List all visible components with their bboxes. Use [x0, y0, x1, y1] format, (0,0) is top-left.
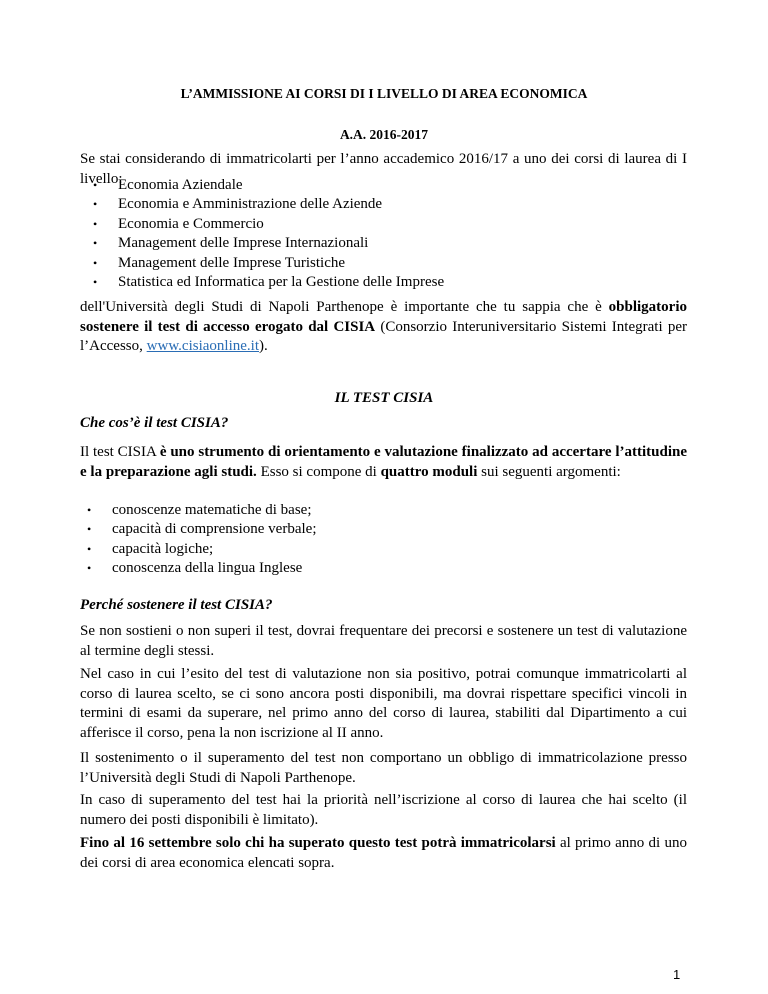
paragraph-5: Fino al 16 settembre solo chi ha superato questo test potrà immatricolarsi al primo anno di uno dei corsi di area economica elencati sopra. [80, 835, 687, 871]
paragraph-1: Se non sostieni o non superi il test, dovrai frequentare dei precorsi e sostenere un test di valutazione al termine degli stessi. [80, 623, 687, 659]
courses-list [118, 176, 444, 292]
list-item: • Management delle Imprese Turistiche [118, 254, 444, 273]
list-item: • capacità di comprensione verbale; [112, 520, 317, 539]
list-item: • Economia e Amministrazione delle Aziende [118, 195, 444, 214]
list-item: • Economia Aziendale [118, 176, 444, 195]
paragraph-2: Nel caso in cui l’esito del test di valutazione non sia positivo, potrai comunque immatricolarti al corso di laurea scelto, se ci sono ancora posti disponibili, ma dovrai rispettare specifici vincoli in termini di esami da superare, nel primo anno del corso di laurea, stabiliti dal Dipartimento a cui afferisce il corso, pena la non iscrizione al II anno. [80, 666, 687, 741]
intro-paragraph: Se stai considerando di immatricolarti per l’anno accademico 2016/17 a uno dei corsi di laurea di I livello: [80, 151, 687, 187]
list-item: • Statistica ed Informatica per la Gestione delle Imprese [118, 273, 444, 292]
academic-year: A.A. 2016-2017 [339, 127, 429, 142]
list-item: • Economia e Commercio [118, 215, 444, 234]
obligation-paragraph: dell'Università degli Studi di Napoli Parthenope è importante che tu sappia che è obbligatorio sostenere il test di accesso erogato dal CISIA (Consorzio Interuniversitario Sistemi Integrati per l’Accesso, www.cisiaonline.it). [80, 299, 687, 354]
question-why: Perché sostenere il test CISIA? [80, 597, 273, 613]
paragraph-3: Il sostenimento o il superamento del test non comportano un obbligo di immatricolazione presso l’Università degli Studi di Napoli Parthenope. [80, 750, 687, 786]
question-what-is: Che cos’è il test CISIA? [80, 415, 229, 431]
page-number: 1 [673, 967, 681, 982]
list-item: • conoscenze matematiche di base; [112, 501, 317, 520]
obligation-bold: obbligatorio sostenere il test di accesso erogato dal CISIA [80, 299, 687, 335]
paragraph-4: In caso di superamento del test hai la priorità nell’iscrizione al corso di laurea che hai scelto (il numero dei posti disponibili è limitato). [80, 792, 687, 828]
document-title: L’AMMISSIONE AI CORSI DI I LIVELLO DI AREA ECONOMICA [180, 86, 588, 101]
list-item: • conoscenza della lingua Inglese [112, 559, 317, 578]
list-item: • capacità logiche; [112, 540, 317, 559]
section-title: IL TEST CISIA [334, 390, 434, 406]
test-description: Il test CISIA è uno strumento di orientamento e valutazione finalizzato ad accertare l’attitudine e la preparazione agli studi. Esso si compone di quattro moduli sui seguenti argomenti: [80, 444, 687, 480]
list-item: • Management delle Imprese Internazionali [118, 234, 444, 253]
cisia-link[interactable]: www.cisiaonline.it [146, 338, 259, 354]
modules-list [112, 501, 317, 579]
